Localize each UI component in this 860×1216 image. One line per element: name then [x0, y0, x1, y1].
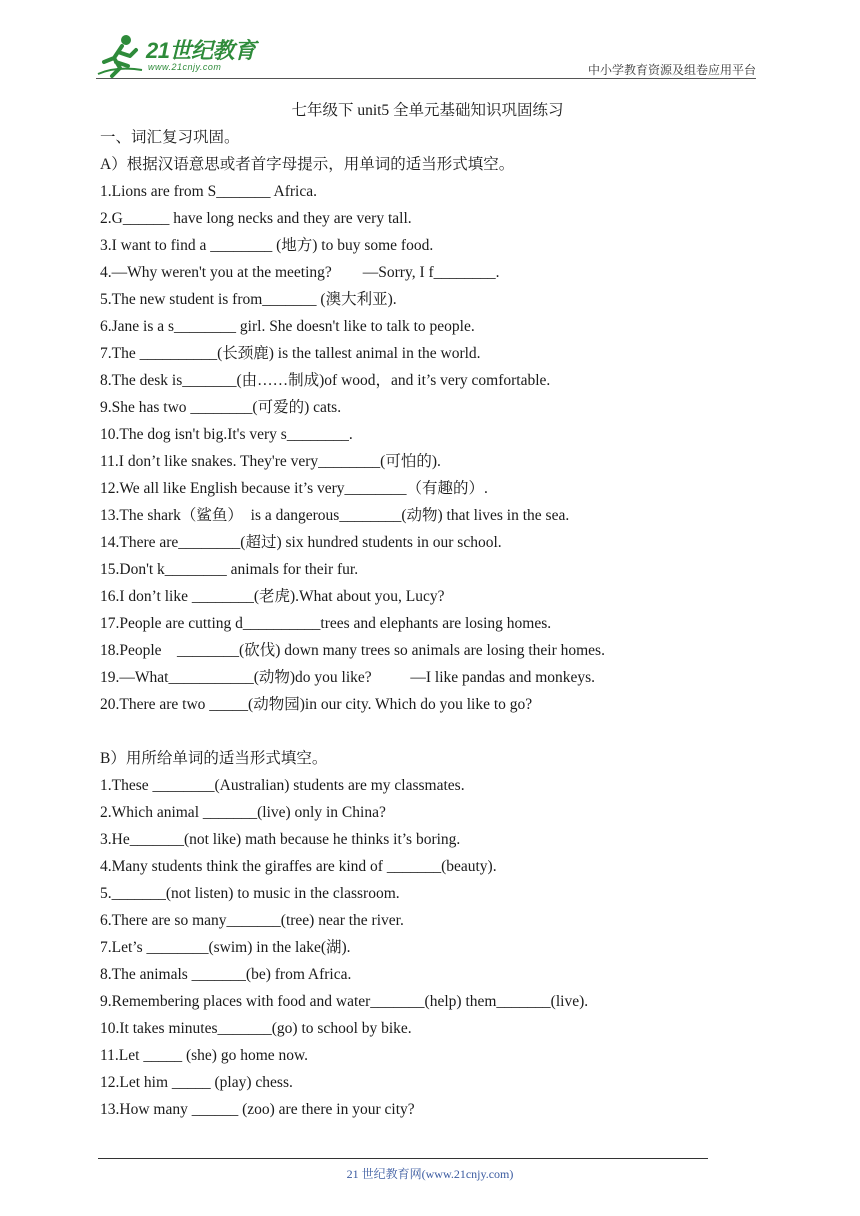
page-header	[96, 30, 756, 80]
exercise-item: 3.I want to find a ________ (地方) to buy some food.	[100, 237, 434, 254]
exercise-item: 12.We all like English because it’s very________（有趣的）.	[100, 480, 488, 497]
exercise-item: 16.I don’t like ________(老虎).What about you, Lucy?	[100, 588, 445, 605]
exercise-item: 2.Which animal _______(live) only in China?	[100, 804, 386, 821]
exercise-item: 1.Lions are from S_______ Africa.	[100, 183, 317, 200]
header-divider	[96, 78, 756, 79]
runner-icon	[96, 32, 146, 78]
exercise-item: 15.Don't k________ animals for their fur.	[100, 561, 359, 578]
exercise-item: 7.The __________(长颈鹿) is the tallest animal in the world.	[100, 345, 481, 362]
part-a-list	[100, 178, 720, 718]
platform-name: 中小学教育资源及组卷应用平台	[587, 63, 756, 77]
exercise-item: 1.These ________(Australian) students are my classmates.	[100, 777, 465, 794]
exercise-item: 5.The new student is from_______ (澳大利亚).	[100, 291, 397, 308]
logo-url: www.21cnjy.com	[148, 62, 222, 72]
page-title: 七年级下 unit5 全单元基础知识巩固练习	[291, 102, 564, 119]
section-heading: 一、词汇复习巩固。	[100, 129, 240, 146]
exercise-item: 3.He_______(not like) math because he thinks it’s boring.	[100, 831, 461, 848]
exercise-item: 12.Let him _____ (play) chess.	[100, 1074, 293, 1091]
exercise-item: 11.I don’t like snakes. They're very________(可怕的).	[100, 453, 441, 470]
page-footer: 21 世纪教育网(www.21cnjy.com)	[346, 1167, 514, 1181]
exercise-item: 6.Jane is a s________ girl. She doesn't like to talk to people.	[100, 318, 475, 335]
exercise-item: 4.—Why weren't you at the meeting? —Sorry, I f________.	[100, 264, 500, 281]
exercise-item: 7.Let’s ________(swim) in the lake(湖).	[100, 939, 351, 956]
part-a-heading: A）根据汉语意思或者首字母提示，用单词的适当形式填空。	[100, 156, 515, 173]
exercise-item: 17.People are cutting d__________trees and elephants are losing homes.	[100, 615, 552, 632]
exercise-item: 19.—What___________(动物)do you like? —I like pandas and monkeys.	[100, 669, 596, 686]
exercise-item: 20.There are two _____(动物园)in our city. Which do you like to go?	[100, 696, 533, 713]
exercise-item: 10.The dog isn't big.It's very s________.	[100, 426, 353, 443]
exercise-item: 10.It takes minutes_______(go) to school by bike.	[100, 1020, 412, 1037]
spacer	[100, 718, 720, 745]
exercise-item: 4.Many students think the giraffes are kind of _______(beauty).	[100, 858, 497, 875]
exercise-item: 6.There are so many_______(tree) near the river.	[100, 912, 404, 929]
exercise-item: 9.Remembering places with food and water_______(help) them_______(live).	[100, 993, 589, 1010]
exercise-item: 18.People ________(砍伐) down many trees so animals are losing their homes.	[100, 642, 605, 659]
exercise-item: 5._______(not listen) to music in the classroom.	[100, 885, 400, 902]
exercise-item: 8.The desk is_______(由……制成)of wood，and it’s very comfortable.	[100, 372, 551, 389]
exercise-item: 2.G______ have long necks and they are very tall.	[100, 210, 412, 227]
worksheet-body	[100, 98, 720, 1123]
exercise-item: 14.There are________(超过) six hundred students in our school.	[100, 534, 502, 551]
exercise-item: 13.The shark（鲨鱼） is a dangerous________(动物) that lives in the sea.	[100, 507, 570, 524]
footer-divider	[98, 1158, 708, 1159]
exercise-item: 9.She has two ________(可爱的) cats.	[100, 399, 342, 416]
exercise-item: 8.The animals _______(be) from Africa.	[100, 966, 352, 983]
part-b-heading: B）用所给单词的适当形式填空。	[100, 750, 328, 767]
exercise-item: 11.Let _____ (she) go home now.	[100, 1047, 309, 1064]
exercise-item: 13.How many ______ (zoo) are there in your city?	[100, 1101, 415, 1118]
logo-text: 21世纪教育	[146, 38, 256, 63]
part-b-list	[100, 772, 720, 1123]
site-logo	[96, 32, 266, 78]
